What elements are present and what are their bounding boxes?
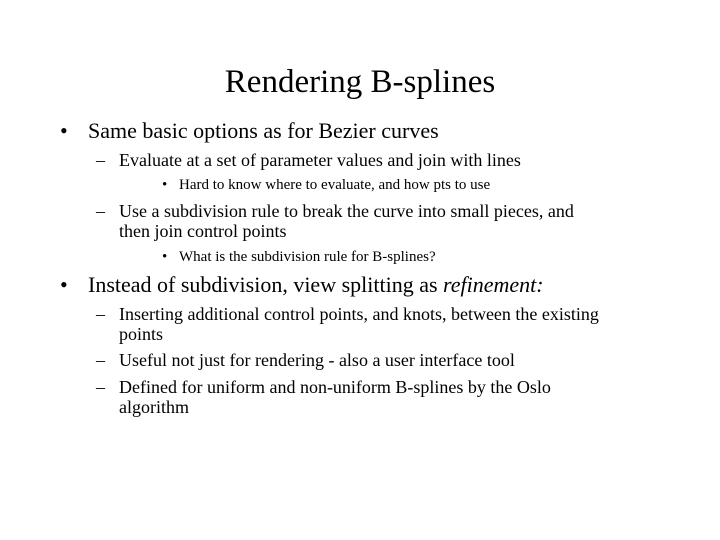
bullet-item-l2 <box>96 304 599 344</box>
bullet-item-l3 <box>162 248 436 266</box>
bullet-item-l2 <box>96 350 515 370</box>
bullet-text-line1: Inserting additional control points, and knots, between the existing <box>119 304 599 324</box>
bullet-dot-icon: • <box>162 177 168 193</box>
dash-icon: – <box>96 201 105 221</box>
bullet-item-l3 <box>162 176 491 194</box>
bullet-dot-icon: • <box>162 249 168 265</box>
bullet-dot-icon: • <box>60 272 68 297</box>
bullet-text-line2: then join control points <box>119 221 287 241</box>
dash-icon: – <box>96 150 105 170</box>
bullet-item-l1 <box>60 118 439 144</box>
bullet-item-l2 <box>96 377 551 417</box>
bullet-text-line1: Use a subdivision rule to break the curve into small pieces, and <box>119 201 574 221</box>
bullet-text <box>88 272 544 298</box>
bullet-text: Same basic options as for Bezier curves <box>88 118 439 143</box>
bullet-text: Evaluate at a set of parameter values and join with lines <box>119 150 521 170</box>
bullet-text: Hard to know where to evaluate, and how pts to use <box>179 177 491 193</box>
bullet-text: Useful not just for rendering - also a user interface tool <box>119 350 515 370</box>
bullet-item-l1 <box>60 272 544 298</box>
bullet-text-emphasis: refinement: <box>443 272 544 297</box>
bullet-text-line2: points <box>119 324 164 344</box>
bullet-text-line1: Defined for uniform and non-uniform B-splines by the Oslo <box>119 377 551 397</box>
dash-icon: – <box>96 377 105 397</box>
slide-title: Rendering B-splines <box>224 64 496 100</box>
dash-icon: – <box>96 350 105 370</box>
dash-icon: – <box>96 304 105 324</box>
bullet-dot-icon: • <box>60 118 68 143</box>
bullet-item-l2 <box>96 150 521 170</box>
bullet-item-l2 <box>96 201 574 241</box>
bullet-text-plain: Instead of subdivision, view splitting as <box>88 272 444 297</box>
bullet-text: What is the subdivision rule for B-splines? <box>179 249 436 265</box>
bullet-text-line2: algorithm <box>119 397 189 417</box>
